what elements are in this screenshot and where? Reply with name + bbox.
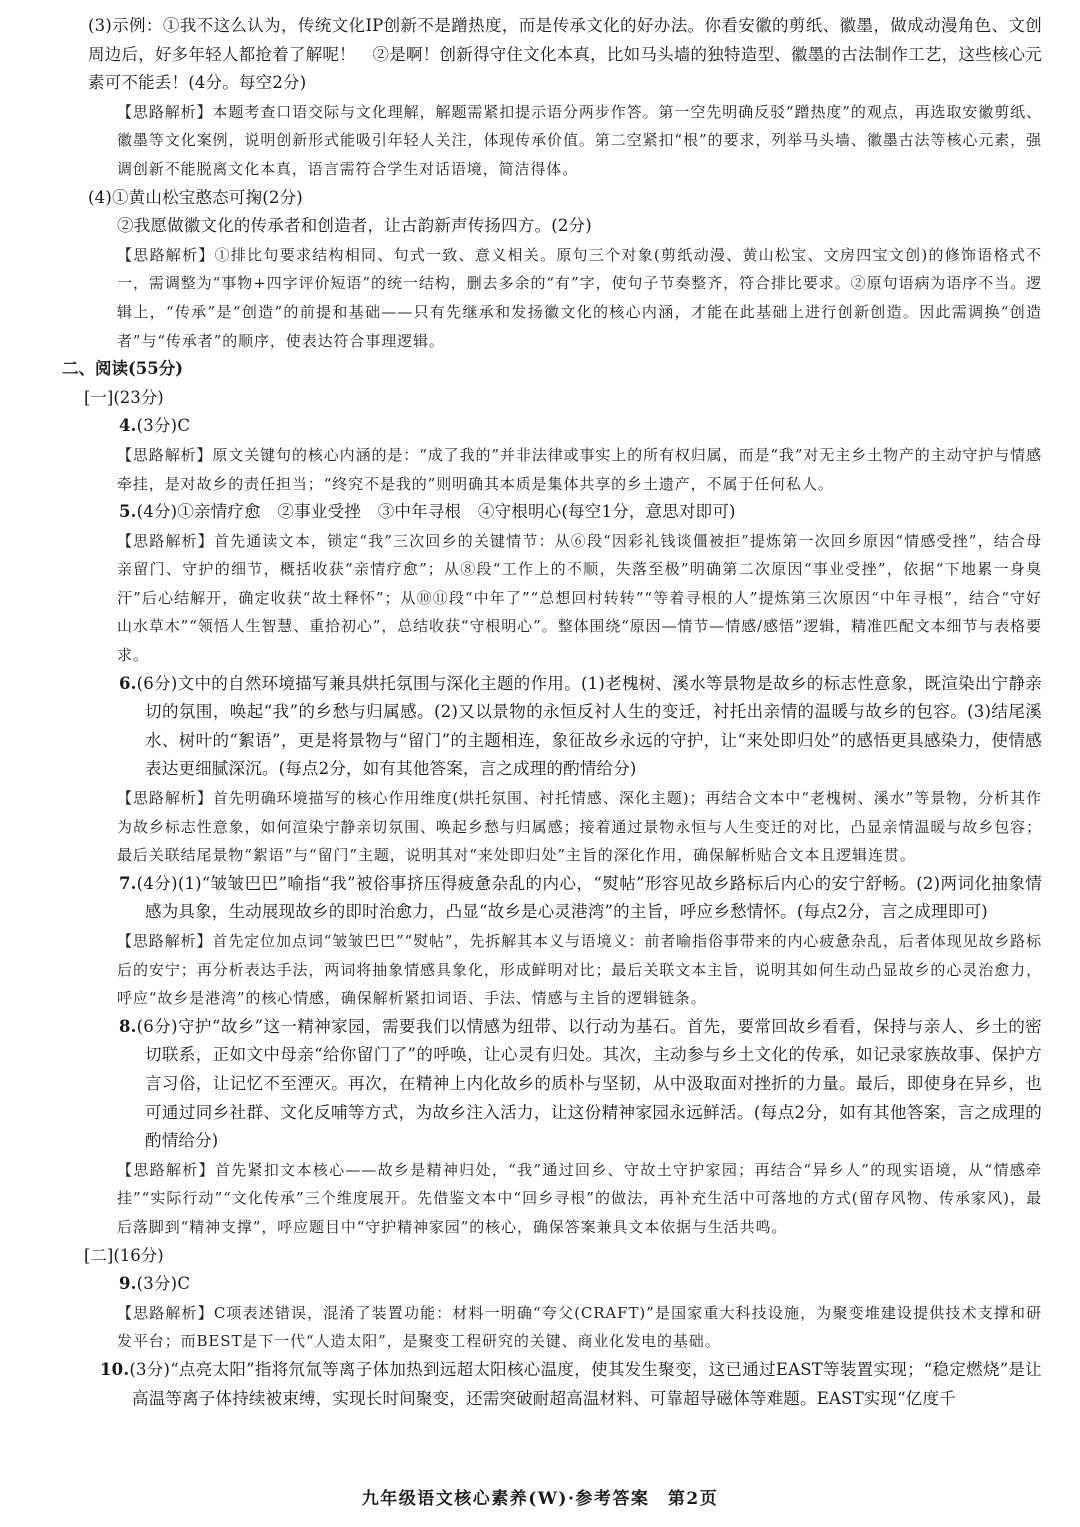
answer-text: (6分)文中的自然环境描写兼具烘托氛围与深化主题的作用。(1)老槐树、溪水等景物是故乡的标志性意象，既渲染出宁静亲切的氛围，唤起“我”的乡愁与归属感。(2)又以景物的永恒反衬人生的变迁，衬托出亲情的温暖与故乡的包容。(3)结尾溪水、树叶的“絮语”，更是将景物与“留门”的主题相连，象征故乡永远的守护，让“来处即归处”的感悟更具感染力，使情感表达更细腻深沉。(每点2分，如有其他答案，言之成理的酌情给分) <box>136 673 1042 779</box>
question-7-answer <box>56 870 1042 927</box>
answer-text: (4分)(1)“皱皱巴巴”喻指“我”被俗事挤压得疲惫杂乱的内心，“熨帖”形容见故乡路标后内心的安宁舒畅。(2)两词化抽象情感为具象，生动展现故乡的即时治愈力，凸显“故乡是心灵港湾”的主旨，呼应乡愁情怀。(每点2分，言之成理即可) <box>136 873 1042 922</box>
question-number: 9. <box>119 1274 137 1294</box>
part4-answer-2: ②我愿做徽文化的传承者和创造者，让古韵新声传扬四方。(2分) <box>117 216 592 236</box>
question-7-analysis: 【思路解析】首先定位加点词“皱皱巴巴”“熨帖”，先拆解其本义与语境义：前者喻指俗事带来的内心疲惫杂乱，后者体现见故乡路标后的安宁；再分析表达手法，两词将抽象情感具象化，形成鲜明对比；最后关联文本主旨，说明其如何生动凸显故乡的心灵治愈力，呼应“故乡是港湾”的核心情感，确保解析紧扣词语、手法、情感与主旨的逻辑链条。 <box>117 932 1042 1008</box>
answer-text: (4分)①亲情疗愈 ②事业受挫 ③中年寻根 ④守根明心(每空1分，意思对即可) <box>136 502 736 522</box>
section-heading-reading: 二、阅读(55分) <box>62 359 184 379</box>
part3-analysis: 【思路解析】本题考查口语交际与文化理解，解题需紧扣提示语分两步作答。第一空先明确反驳“蹭热度”的观点，再选取安徽剪纸、徽墨等文化案例，说明创新形式能吸引年轻人关注，体现传承价值。第二空紧扣“根”的要求，列举马头墙、徽墨古法等核心元素，强调创新不能脱离文化本真，语言需符合学生对话语境，简洁得体。 <box>117 102 1042 178</box>
question-6-answer <box>56 670 1042 784</box>
answer-text: (3分)C <box>136 1274 191 1294</box>
question-9-answer <box>56 1270 1042 1299</box>
answer-text: (3分)C <box>136 416 191 436</box>
question-6-analysis: 【思路解析】首先明确环境描写的核心作用维度(烘托氛围、衬托情感、深化主题)；再结合文本中“老槐树、溪水”等景物，分析其作为故乡标志性意象，如何渲染宁静亲切氛围、唤起乡愁与归属感；接着通过景物永恒与人生变迁的对比，凸显亲情温暖与故乡包容；最后关联结尾景物“絮语”与“留门”主题，说明其对“来处即归处”主旨的深化作用，确保解析贴合文本且逻辑连贯。 <box>117 789 1042 865</box>
question-10-answer <box>56 1356 1042 1413</box>
subsection-heading-1: [一](23分) <box>84 387 164 407</box>
question-4-analysis: 【思路解析】原文关键句的核心内涵的是：“成了我的”并非法律或事实上的所有权归属，而是“我”对无主乡土物产的主动守护与情感牵挂，是对故乡的责任担当；“终究不是我的”则明确其本质是集体共享的乡土遗产，不属于任何私人。 <box>117 445 1042 493</box>
question-number: 8. <box>119 1016 137 1036</box>
question-4-answer <box>56 412 1042 441</box>
answer-text: (6分)守护“故乡”这一精神家园，需要我们以情感为纽带、以行动为基石。首先，要常回故乡看看，保持与亲人、乡土的密切联系，正如文中母亲“给你留门了”的呼唤，让心灵有归处。其次，主动参与乡土文化的传承，如记录家族故事、保护方言习俗，让记忆不至湮灭。再次，在精神上内化故乡的质朴与坚韧，从中汲取面对挫折的力量。最后，即使身在异乡，也可通过同乡社群、文化反哺等方式，为故乡注入活力，让这份精神家园永远鲜活。(每点2分，如有其他答案，言之成理的酌情给分) <box>136 1016 1042 1151</box>
question-8-analysis: 【思路解析】首先紧扣文本核心——故乡是精神归处，“我”通过回乡、守故土守护家园；再结合“异乡人”的现实语境，从“情感牵挂”“实际行动”“文化传承”三个维度展开。先借鉴文本中“回乡寻根”的做法，再补充生活中可落地的方式(留存风物、传承家风)，最后落脚到“精神支撑”，呼应题目中“守护精神家园”的核心，确保答案兼具文本依据与生活共鸣。 <box>117 1160 1042 1236</box>
answer-text: (3分)“点亮太阳”指将氘氚等离子体加热到远超太阳核心温度，使其发生聚变，这已通过EAST等装置实现；“稳定燃烧”是让高温等离子体持续被束缚，实现长时间聚变，还需突破耐超高温材料、可靠超导磁体等难题。EAST实现“亿度千 <box>129 1359 1042 1408</box>
question-5-analysis: 【思路解析】首先通读文本，锁定“我”三次回乡的关键情节：从⑥段“因彩礼钱谈僵被拒”提炼第一次回乡原因“情感受挫”，结合母亲留门、守护的细节，概括收获“亲情疗愈”；从⑧段“工作上的不顺，失落至极”明确第二次原因“事业受挫”，依据“下地累一身臭汗”后心结解开，确定收获“故土释怀”；从⑩⑪段“中年了”“总想回村转转”“等着寻根的人”提炼第三次原因“中年寻根”，结合“守好山水草木”“领悟人生智慧、重拾初心”，总结收获“守根明心”。整体围绕“原因—情节—情感/感悟”逻辑，精准匹配文本细节与表格要求。 <box>117 531 1042 665</box>
part4-analysis: 【思路解析】①排比句要求结构相同、句式一致、意义相关。原句三个对象(剪纸动漫、黄山松宝、文房四宝文创)的修饰语格式不一，需调整为“事物+四字评价短语”的统一结构，删去多余的“有”字，使句子节奏整齐，符合排比要求。②原句语病为语序不当。逻辑上，“传承”是“创造”的前提和基础——只有先继承和发扬徽文化的核心内涵，才能在此基础上进行创新创造。因此需调换“创造者”与“传承者”的顺序，使表达符合事理逻辑。 <box>117 245 1042 350</box>
page-footer: 九年级语文核心素养(W)·参考答案 第2页 <box>361 1489 719 1509</box>
question-5-answer <box>56 498 1042 527</box>
part3-answer: (3)示例：①我不这么认为，传统文化IP创新不是蹭热度，而是传承文化的好办法。你看安徽的剪纸、徽墨，做成动漫角色、文创周边后，好多年轻人都抢着了解呢！ ②是啊！创新得守住文化本真，比如马头墙的独特造型、徽墨的古法制作工艺，这些核心元素可不能丢！(4分。每空2分) <box>88 16 1042 93</box>
question-number: 6. <box>119 673 137 693</box>
question-number: 10. <box>100 1359 130 1379</box>
question-8-answer <box>56 1013 1042 1156</box>
question-number: 4. <box>119 416 137 436</box>
subsection-heading-2: [二](16分) <box>84 1245 164 1265</box>
part4-answer-1: (4)①黄山松宝憨态可掬(2分) <box>88 187 303 207</box>
question-9-analysis: 【思路解析】C项表述错误，混淆了装置功能：材料一明确“夸父(CRAFT)”是国家重大科技设施，为聚变堆建设提供技术支撑和研发平台；而BEST是下一代“人造太阳”，是聚变工程研究的关键、商业化发电的基础。 <box>117 1303 1042 1351</box>
question-number: 5. <box>119 502 137 522</box>
question-number: 7. <box>119 873 137 893</box>
